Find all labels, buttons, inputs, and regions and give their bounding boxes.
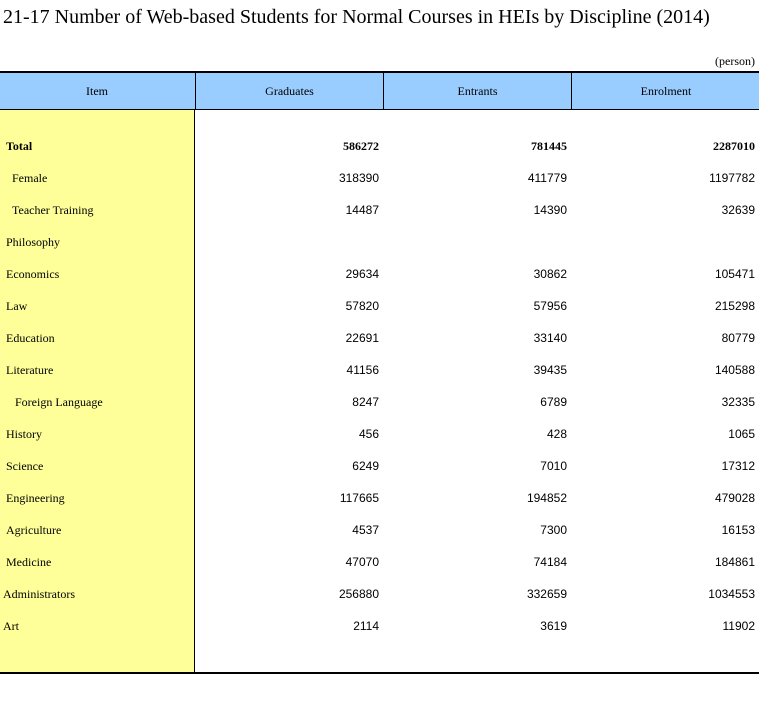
entrants-value: 6789: [540, 395, 567, 409]
enrolment-value: 11902: [722, 619, 755, 633]
table-header: [0, 71, 759, 110]
table-row: [0, 322, 759, 354]
header-graduates: Graduates: [195, 73, 383, 109]
enrolment-value: 16153: [721, 523, 755, 537]
table-row: [0, 386, 759, 418]
table-row: [0, 290, 759, 322]
row-label: Education: [6, 331, 55, 345]
table-row: [0, 546, 759, 578]
row-label: Teacher Training: [12, 203, 94, 217]
row-label: Philosophy: [6, 235, 61, 249]
graduates-value: 117665: [339, 491, 379, 505]
entrants-value: 332659: [526, 587, 567, 601]
table-row: [0, 450, 759, 482]
entrants-value: 14390: [533, 203, 567, 217]
enrolment-value: 184861: [714, 555, 755, 569]
header-item: Item: [86, 84, 108, 98]
table-body: [0, 110, 759, 674]
graduates-value: 2114: [353, 619, 379, 633]
row-label: Agriculture: [6, 523, 62, 537]
graduates-value: 318390: [338, 171, 379, 185]
graduates-value: 41156: [346, 363, 379, 377]
row-label: Administrators: [3, 587, 75, 601]
entrants-value: 7010: [540, 459, 567, 473]
row-label: Engineering: [6, 491, 65, 505]
entrants-value: 411779: [527, 171, 567, 185]
graduates-value: 47070: [345, 555, 379, 569]
row-label: Economics: [6, 267, 60, 281]
row-label: Total: [6, 139, 33, 153]
table-row: [0, 194, 759, 226]
table-row: [0, 514, 759, 546]
table-row: [0, 418, 759, 450]
enrolment-value: 1197782: [709, 171, 755, 185]
entrants-value: 3619: [540, 619, 567, 633]
row-label: History: [6, 427, 42, 441]
row-label: Female: [12, 171, 48, 185]
row-label: Art: [3, 619, 19, 633]
entrants-value: 39435: [533, 363, 567, 377]
table-row: [0, 162, 759, 194]
row-label: Medicine: [6, 555, 52, 569]
enrolment-value: 105471: [714, 267, 755, 281]
graduates-value: 4537: [352, 523, 379, 537]
graduates-value: 256880: [338, 587, 379, 601]
graduates-value: 456: [358, 427, 379, 441]
entrants-value: 428: [546, 427, 567, 441]
unit-label: (person): [715, 54, 755, 68]
table-row: [0, 578, 759, 610]
enrolment-value: 32335: [721, 395, 755, 409]
graduates-value: 14487: [345, 203, 379, 217]
enrolment-value: 479028: [714, 491, 755, 505]
row-label: Law: [6, 299, 28, 313]
statistics-table: [0, 71, 759, 674]
enrolment-value: 1065: [728, 427, 755, 441]
row-label: Literature: [6, 363, 54, 377]
table-row: [0, 610, 759, 642]
table-row: [0, 226, 759, 258]
graduates-value: 6249: [352, 459, 379, 473]
entrants-value: 30862: [533, 267, 567, 281]
row-label: Science: [6, 459, 44, 473]
table-row: [0, 354, 759, 386]
enrolment-value: 2287010: [713, 139, 755, 153]
header-entrants: Entrants: [383, 73, 571, 109]
table-row: [0, 258, 759, 290]
graduates-value: 29634: [345, 267, 379, 281]
page-title: 21-17 Number of Web-based Students for Normal Courses in HEIs by Discipline (2014): [3, 6, 710, 28]
table-row: [0, 130, 759, 162]
enrolment-value: 80779: [721, 331, 755, 345]
header-enrolment: Enrolment: [571, 73, 759, 109]
enrolment-value: 17312: [721, 459, 755, 473]
entrants-value: 33140: [533, 331, 567, 345]
enrolment-value: 140588: [714, 363, 755, 377]
entrants-value: 74184: [533, 555, 567, 569]
table-row: [0, 482, 759, 514]
graduates-value: 586272: [343, 139, 379, 153]
entrants-value: 194852: [526, 491, 567, 505]
enrolment-value: 32639: [721, 203, 755, 217]
entrants-value: 57956: [533, 299, 567, 313]
enrolment-value: 1034553: [708, 587, 755, 601]
graduates-value: 22691: [345, 331, 379, 345]
enrolment-value: 215298: [714, 299, 755, 313]
graduates-value: 8247: [352, 395, 379, 409]
entrants-value: 7300: [540, 523, 567, 537]
row-label: Foreign Language: [15, 395, 103, 409]
graduates-value: 57820: [345, 299, 379, 313]
entrants-value: 781445: [531, 139, 567, 153]
